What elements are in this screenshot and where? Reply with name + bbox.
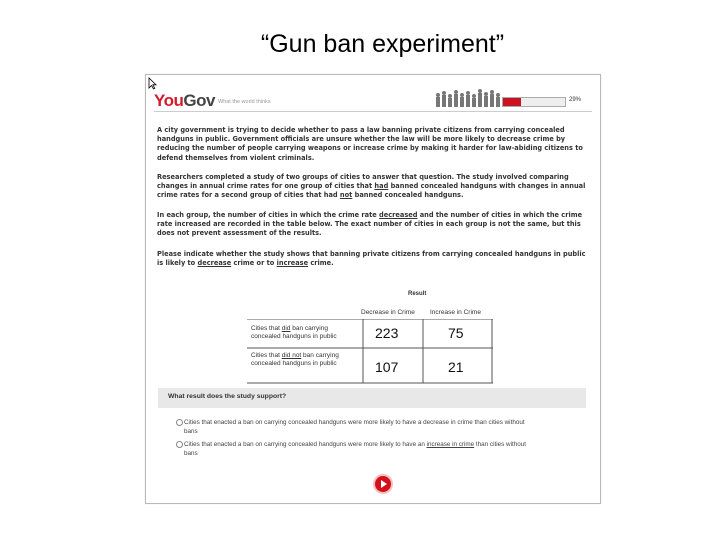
next-button[interactable] xyxy=(375,476,391,492)
crowd-illustration-icon xyxy=(434,87,504,107)
row-label-did-not-ban: Cities that did not ban carrying concealed handguns in public xyxy=(251,352,339,367)
cell-ban-decrease: 223 xyxy=(375,325,399,341)
survey-progress-bar xyxy=(502,97,566,107)
result-label: Result xyxy=(408,291,427,297)
progress-fill xyxy=(503,98,521,106)
survey-screenshot xyxy=(145,74,601,504)
intro-paragraph-2: Researchers completed a study of two groups of cities to answer that question. The study involved comparing changes in annual crime rates for one group of cities that had banned concealed handguns with changes in annual crime rates for a second group of cities that had not banned concealed handguns. xyxy=(157,173,586,200)
slide-title: “Gun ban experiment” xyxy=(260,30,505,58)
row-label-did-ban: Cities that did ban carrying concealed handguns in public xyxy=(251,325,337,340)
intro-paragraph-4: Please indicate whether the study shows that banning private citizens from carrying concealed handguns in public is likely to decrease crime or to increase crime. xyxy=(157,250,586,268)
intro-paragraph-1: A city government is trying to decide whether to pass a law banning private citizens from carrying concealed handguns in public. Government officials are unsure whether the law will be more likely to decrease crime by reducing the number of people carrying weapons or increase crime by making it harder for law-abiding citizens to defend themselves from violent criminals. xyxy=(157,126,583,162)
question-label: What result does the study support? xyxy=(168,393,287,400)
cell-ban-increase: 75 xyxy=(448,325,464,341)
option-1-label[interactable]: Cities that enacted a ban on carrying concealed handguns were more likely to have a decrease in crime than cities without bans xyxy=(184,419,525,435)
cell-noban-decrease: 107 xyxy=(375,359,399,375)
cell-noban-increase: 21 xyxy=(448,359,464,375)
option-1-radio[interactable] xyxy=(176,419,183,426)
intro-paragraph-3: In each group, the number of cities in which the crime rate decreased and the number of cities in which the crime rate increased are recorded in the table below. The exact number of cities in each group is not the same, but this does not prevent assessment of the results. xyxy=(157,211,583,238)
option-2-label[interactable]: Cities that enacted a ban on carrying concealed handguns were more likely to have an increase in crime than cities without bans xyxy=(184,441,526,457)
column-header-increase: Increase in Crime xyxy=(430,309,481,316)
option-2-radio[interactable] xyxy=(176,441,183,448)
progress-percent: 29% xyxy=(569,97,582,103)
tagline: What the world thinks xyxy=(218,99,271,105)
header-divider xyxy=(154,111,592,112)
play-arrow-icon xyxy=(380,480,388,488)
column-header-decrease: Decrease in Crime xyxy=(361,309,415,316)
yougov-logo: YouGov xyxy=(154,91,215,110)
mouse-cursor-icon xyxy=(148,77,157,90)
